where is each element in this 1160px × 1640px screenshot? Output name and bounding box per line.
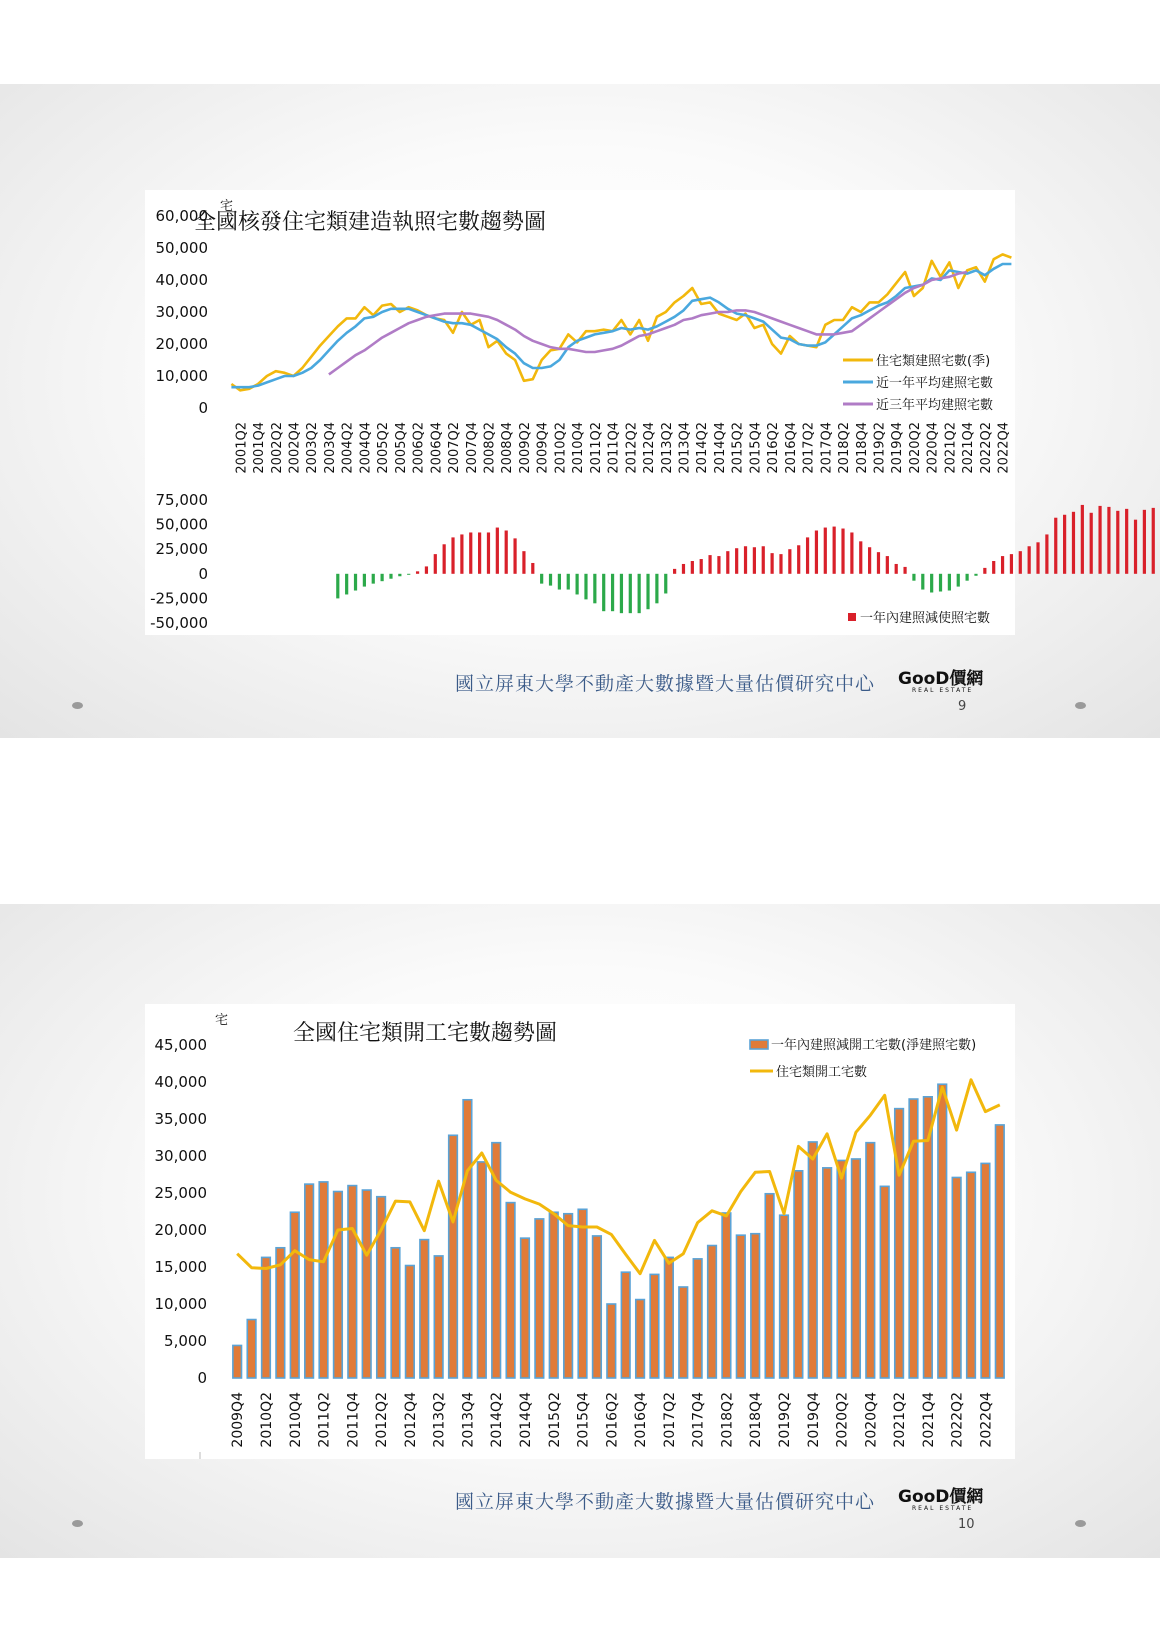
bar: [549, 574, 552, 586]
x-tick-label: 2020Q4: [863, 1392, 880, 1448]
bar: [744, 546, 747, 574]
bar: [833, 527, 836, 574]
y-unit-label: 宅: [215, 1013, 229, 1028]
bar: [974, 574, 977, 576]
x-tick-label: 2019Q4: [890, 422, 906, 474]
x-tick-label: 2015Q4: [748, 422, 764, 474]
bar: [673, 569, 676, 574]
x-tick-label: 2007Q2: [447, 422, 463, 474]
footer-institution: 國立屏東大學不動產大數據暨大量估價研究中心: [455, 1491, 876, 1513]
bar: [938, 1084, 947, 1378]
bar: [305, 1184, 314, 1378]
bar: [1125, 509, 1128, 574]
bar: [841, 529, 844, 574]
x-tick-label: 2003Q2: [305, 422, 321, 474]
chart-housing-starts: [145, 1004, 1015, 1459]
y-tick-label: 15,000: [154, 1258, 207, 1276]
x-tick-label: 2021Q2: [892, 1392, 909, 1448]
chart-title: 全國住宅類開工宅數趨勢圖: [292, 1021, 558, 1046]
bar: [837, 1160, 846, 1378]
bar: [736, 1235, 745, 1378]
y-tick-label: 50,000: [155, 515, 208, 534]
slide-page-10: [0, 904, 1160, 1558]
bar: [765, 1194, 774, 1378]
bar: [1090, 513, 1093, 574]
x-tick-label: 2021Q4: [920, 1392, 937, 1448]
y-tick-label: 5,000: [164, 1332, 207, 1350]
legend-label: 一年內建照減使照宅數: [860, 611, 991, 626]
bar: [276, 1248, 285, 1378]
bar: [449, 1135, 458, 1378]
y-tick-label: 60,000: [155, 207, 208, 225]
x-tick-label: 2009Q4: [535, 422, 551, 474]
bar: [584, 574, 587, 600]
bar: [824, 528, 827, 574]
bar: [434, 554, 437, 574]
x-tick-label: 2022Q2: [978, 422, 994, 474]
bar: [505, 531, 508, 574]
x-tick-label: 2014Q4: [517, 1392, 534, 1448]
bar: [930, 574, 933, 593]
bar: [620, 574, 623, 613]
legend-label: 近一年平均建照宅數: [876, 376, 994, 391]
bar: [957, 574, 960, 587]
bar: [487, 532, 490, 573]
bar: [513, 538, 516, 573]
bar: [233, 1345, 242, 1378]
x-tick-label: 2022Q2: [949, 1392, 966, 1448]
bar: [521, 1238, 530, 1378]
bar: [852, 1159, 861, 1378]
logo-main-text: GooD價網: [898, 669, 984, 689]
bar: [354, 574, 357, 591]
bar: [992, 561, 995, 574]
x-tick-label: 2017Q2: [661, 1392, 678, 1448]
x-tick-label: 2012Q4: [642, 421, 658, 474]
bar: [788, 549, 791, 574]
x-tick-label: 2005Q2: [376, 422, 392, 474]
x-tick-label: 2005Q4: [393, 422, 409, 474]
x-tick-label: 2013Q4: [460, 1392, 477, 1448]
bar: [708, 555, 711, 574]
bar: [877, 552, 880, 574]
bar: [1143, 510, 1146, 574]
bar: [1116, 511, 1119, 574]
bar: [700, 559, 703, 574]
bar: [425, 566, 428, 573]
x-tick-label: 2015Q2: [730, 422, 746, 474]
bar: [726, 551, 729, 574]
bar: [708, 1246, 717, 1378]
bar: [655, 574, 658, 604]
bar: [866, 1143, 875, 1378]
x-tick-label: 2004Q4: [358, 422, 374, 474]
bar: [1072, 512, 1075, 574]
legend-label: 住宅類建照宅數(季): [876, 354, 991, 369]
bar: [995, 1125, 1004, 1378]
y-tick-label: 45,000: [154, 1036, 207, 1054]
bar: [903, 567, 906, 574]
x-tick-label: 2014Q4: [712, 422, 728, 474]
bar: [921, 574, 924, 590]
bar: [895, 564, 898, 574]
x-tick-label: 2015Q2: [546, 1392, 563, 1448]
bar: [469, 532, 472, 573]
logo-main-text: GooD價網: [898, 1487, 984, 1507]
bar: [679, 1287, 688, 1378]
bar: [691, 561, 694, 574]
x-tick-label: 2010Q4: [287, 1392, 304, 1448]
x-tick-label: 2009Q4: [230, 1392, 247, 1448]
bar: [797, 545, 800, 574]
bar: [262, 1257, 271, 1378]
slide-page-9: [0, 84, 1160, 738]
bar: [398, 574, 401, 576]
x-tick-label: 2011Q2: [588, 422, 604, 474]
x-tick-label: 2011Q2: [316, 1392, 333, 1448]
bar: [859, 541, 862, 573]
x-tick-label: 2020Q2: [834, 1392, 851, 1448]
bar: [1028, 546, 1031, 574]
x-tick-label: 2018Q4: [854, 422, 870, 474]
bar: [1045, 534, 1048, 573]
chart-panel-housing-starts: [145, 1004, 1015, 1459]
x-tick-label: 2010Q2: [258, 1392, 275, 1448]
bar: [886, 556, 889, 574]
left-dot: [72, 702, 83, 709]
bar: [779, 554, 782, 574]
bar: [966, 574, 969, 581]
x-tick-label: 2010Q2: [553, 422, 569, 474]
bar: [1001, 556, 1004, 574]
x-tick-label: 2017Q4: [819, 422, 835, 474]
logo-sub-text: REAL ESTATE: [912, 687, 974, 694]
bar: [722, 1213, 731, 1378]
x-tick-label: 2016Q4: [783, 422, 799, 474]
y-tick-label: 10,000: [154, 1295, 207, 1313]
bar: [593, 574, 596, 604]
y-tick-label: 20,000: [154, 1221, 207, 1239]
bar: [451, 537, 454, 573]
bar: [1063, 515, 1066, 574]
bar: [460, 534, 463, 573]
x-tick-label: 2016Q4: [633, 1392, 650, 1448]
legend-label: 近三年平均建照宅數: [876, 398, 994, 413]
x-tick-label: 2017Q2: [801, 422, 817, 474]
bar: [434, 1256, 443, 1378]
bar: [751, 1234, 760, 1378]
bar: [602, 574, 605, 611]
y-tick-label: 30,000: [155, 303, 208, 321]
x-tick-label: 2019Q2: [776, 1392, 793, 1448]
bar: [717, 556, 720, 574]
good-logo: [898, 1482, 983, 1512]
chart-panel-building-permits: [145, 190, 1015, 635]
x-tick-label: 2002Q4: [287, 422, 303, 474]
left-dot: [72, 1520, 83, 1527]
bar: [407, 574, 410, 575]
x-tick-label: 2017Q4: [690, 1392, 707, 1448]
y-tick-label: 0: [198, 564, 208, 583]
legend-swatch: [848, 613, 856, 621]
good-logo: [898, 664, 983, 694]
x-tick-label: 2018Q2: [837, 422, 853, 474]
x-tick-label: 2009Q2: [517, 422, 533, 474]
x-tick-label: 2016Q2: [604, 1392, 621, 1448]
bar: [682, 564, 685, 574]
bar: [593, 1236, 602, 1378]
bar: [693, 1259, 702, 1378]
bar: [636, 1300, 645, 1378]
x-tick-label: 2003Q4: [322, 422, 338, 474]
logo-sub-text: REAL ESTATE: [912, 1505, 974, 1512]
bar: [650, 1274, 659, 1378]
bar: [363, 574, 366, 587]
bar: [319, 1182, 328, 1378]
bar: [1010, 554, 1013, 574]
bar: [1107, 507, 1110, 574]
bar: [416, 571, 419, 573]
footer-institution: 國立屏東大學不動產大數據暨大量估價研究中心: [455, 673, 876, 695]
bar: [983, 568, 986, 574]
bar: [336, 574, 339, 599]
x-tick-label: 2013Q2: [659, 422, 675, 474]
bar: [478, 532, 481, 573]
bar: [348, 1186, 357, 1378]
bar: [607, 1304, 616, 1378]
x-tick-label: 2020Q4: [925, 422, 941, 474]
bar: [1098, 506, 1101, 574]
x-tick-label: 2020Q2: [907, 422, 923, 474]
y-tick-label: 10,000: [155, 367, 208, 385]
right-dot: [1075, 702, 1086, 709]
bar: [735, 548, 738, 574]
bar: [290, 1212, 299, 1378]
y-tick-label: 40,000: [155, 271, 208, 289]
x-tick-label: 2001Q2: [234, 422, 250, 474]
bar: [247, 1320, 256, 1378]
x-tick-label: 2014Q2: [489, 1392, 506, 1448]
bar: [952, 1177, 961, 1378]
bar: [567, 574, 570, 590]
y-tick-label: 25,000: [155, 540, 208, 559]
x-tick-label: 2002Q2: [269, 422, 285, 474]
bar: [372, 574, 375, 584]
y-unit-label: 宅: [220, 199, 234, 214]
x-tick-label: 2007Q4: [464, 422, 480, 474]
bar: [753, 547, 756, 574]
bar: [1152, 508, 1155, 574]
x-tick-label: 2012Q4: [402, 1392, 419, 1448]
bar: [391, 1248, 400, 1378]
bar: [880, 1186, 889, 1378]
x-tick-label: 2013Q4: [677, 422, 693, 474]
x-tick-label: 2008Q4: [500, 422, 516, 474]
bar: [794, 1171, 803, 1378]
y-tick-label: 40,000: [154, 1073, 207, 1091]
right-dot: [1075, 1520, 1086, 1527]
bar: [646, 574, 649, 609]
y-tick-label: 30,000: [154, 1147, 207, 1165]
x-tick-label: 2016Q2: [766, 422, 782, 474]
page-number: 10: [958, 1517, 975, 1532]
y-tick-label: 20,000: [155, 335, 208, 353]
y-tick-label: 25,000: [154, 1184, 207, 1202]
x-tick-label: 2022Q4: [978, 1392, 995, 1448]
bar: [463, 1100, 472, 1378]
bar: [496, 528, 499, 574]
x-tick-label: 2019Q4: [805, 1392, 822, 1448]
bar: [611, 574, 614, 611]
bar: [381, 574, 384, 581]
bar: [522, 551, 525, 574]
bar: [629, 574, 632, 613]
x-tick-label: 2001Q4: [252, 422, 268, 474]
bar: [981, 1163, 990, 1378]
bar: [771, 553, 774, 574]
bar: [1081, 505, 1084, 574]
bar: [362, 1190, 371, 1378]
legend-label: 一年內建照減開工宅數(淨建照宅數): [771, 1038, 977, 1053]
bar: [762, 546, 765, 574]
bar: [1036, 542, 1039, 573]
bar: [815, 531, 818, 574]
bar: [558, 574, 561, 590]
x-tick-label: 2021Q4: [961, 422, 977, 474]
bar: [780, 1215, 789, 1378]
bar: [665, 1257, 674, 1378]
bar: [1054, 518, 1057, 574]
bar: [939, 574, 942, 592]
x-tick-label: 2018Q2: [719, 1392, 736, 1448]
x-tick-label: 2021Q2: [943, 422, 959, 474]
bar: [564, 1214, 573, 1378]
bar: [345, 574, 348, 595]
bar: [895, 1109, 904, 1378]
chart-title: 全國核發住宅類建造執照宅數趨勢圖: [193, 210, 547, 235]
bar: [578, 1209, 587, 1378]
bar: [420, 1240, 429, 1378]
bar: [967, 1172, 976, 1378]
x-tick-label: 2013Q2: [431, 1392, 448, 1448]
bar: [334, 1192, 343, 1378]
legend-swatch: [750, 1040, 768, 1049]
x-tick-label: 2022Q4: [996, 422, 1012, 474]
bar: [1134, 520, 1137, 574]
bar: [549, 1212, 558, 1378]
bar: [823, 1168, 832, 1378]
x-tick-label: 2006Q4: [429, 422, 445, 474]
y-tick-label: 35,000: [154, 1110, 207, 1128]
x-tick-label: 2018Q4: [748, 1392, 765, 1448]
bar: [806, 537, 809, 573]
y-tick-label: 0: [198, 399, 208, 417]
y-tick-label: -50,000: [150, 614, 208, 632]
bar: [948, 574, 951, 591]
y-tick-label: 50,000: [155, 239, 208, 257]
x-tick-label: 2006Q2: [411, 422, 427, 474]
bar: [540, 574, 543, 584]
chart-building-permits: [145, 190, 1015, 635]
bar: [850, 532, 853, 573]
x-tick-label: 2012Q2: [624, 421, 640, 474]
y-tick-label: 75,000: [155, 491, 208, 509]
x-tick-label: 2008Q2: [482, 422, 498, 474]
x-tick-label: 2015Q4: [575, 1392, 592, 1448]
legend-label: 住宅類開工宅數: [776, 1065, 868, 1080]
page-number: 9: [958, 699, 967, 714]
bar: [1019, 551, 1022, 574]
bar: [576, 574, 579, 595]
bar: [868, 547, 871, 574]
bar: [912, 574, 915, 581]
x-tick-label: 2012Q2: [374, 1392, 391, 1448]
x-tick-label: 2019Q2: [872, 422, 888, 474]
series-line: [231, 254, 1011, 390]
x-tick-label: 2004Q2: [340, 422, 356, 474]
bar: [443, 544, 446, 574]
x-tick-label: 2010Q4: [571, 422, 587, 474]
x-tick-label: 2011Q4: [606, 422, 622, 474]
bar: [638, 574, 641, 613]
y-tick-label: 0: [197, 1369, 207, 1387]
bar: [389, 574, 392, 579]
y-tick-label: -25,000: [150, 589, 208, 608]
x-tick-label: 2014Q2: [695, 422, 711, 474]
bar: [535, 1219, 544, 1378]
bar: [664, 574, 667, 594]
x-tick-label: 2011Q4: [345, 1392, 362, 1448]
bar: [506, 1203, 515, 1378]
bar: [531, 563, 534, 574]
bar: [808, 1142, 817, 1378]
bar: [406, 1266, 415, 1378]
bar: [477, 1162, 486, 1378]
bar: [621, 1272, 630, 1378]
